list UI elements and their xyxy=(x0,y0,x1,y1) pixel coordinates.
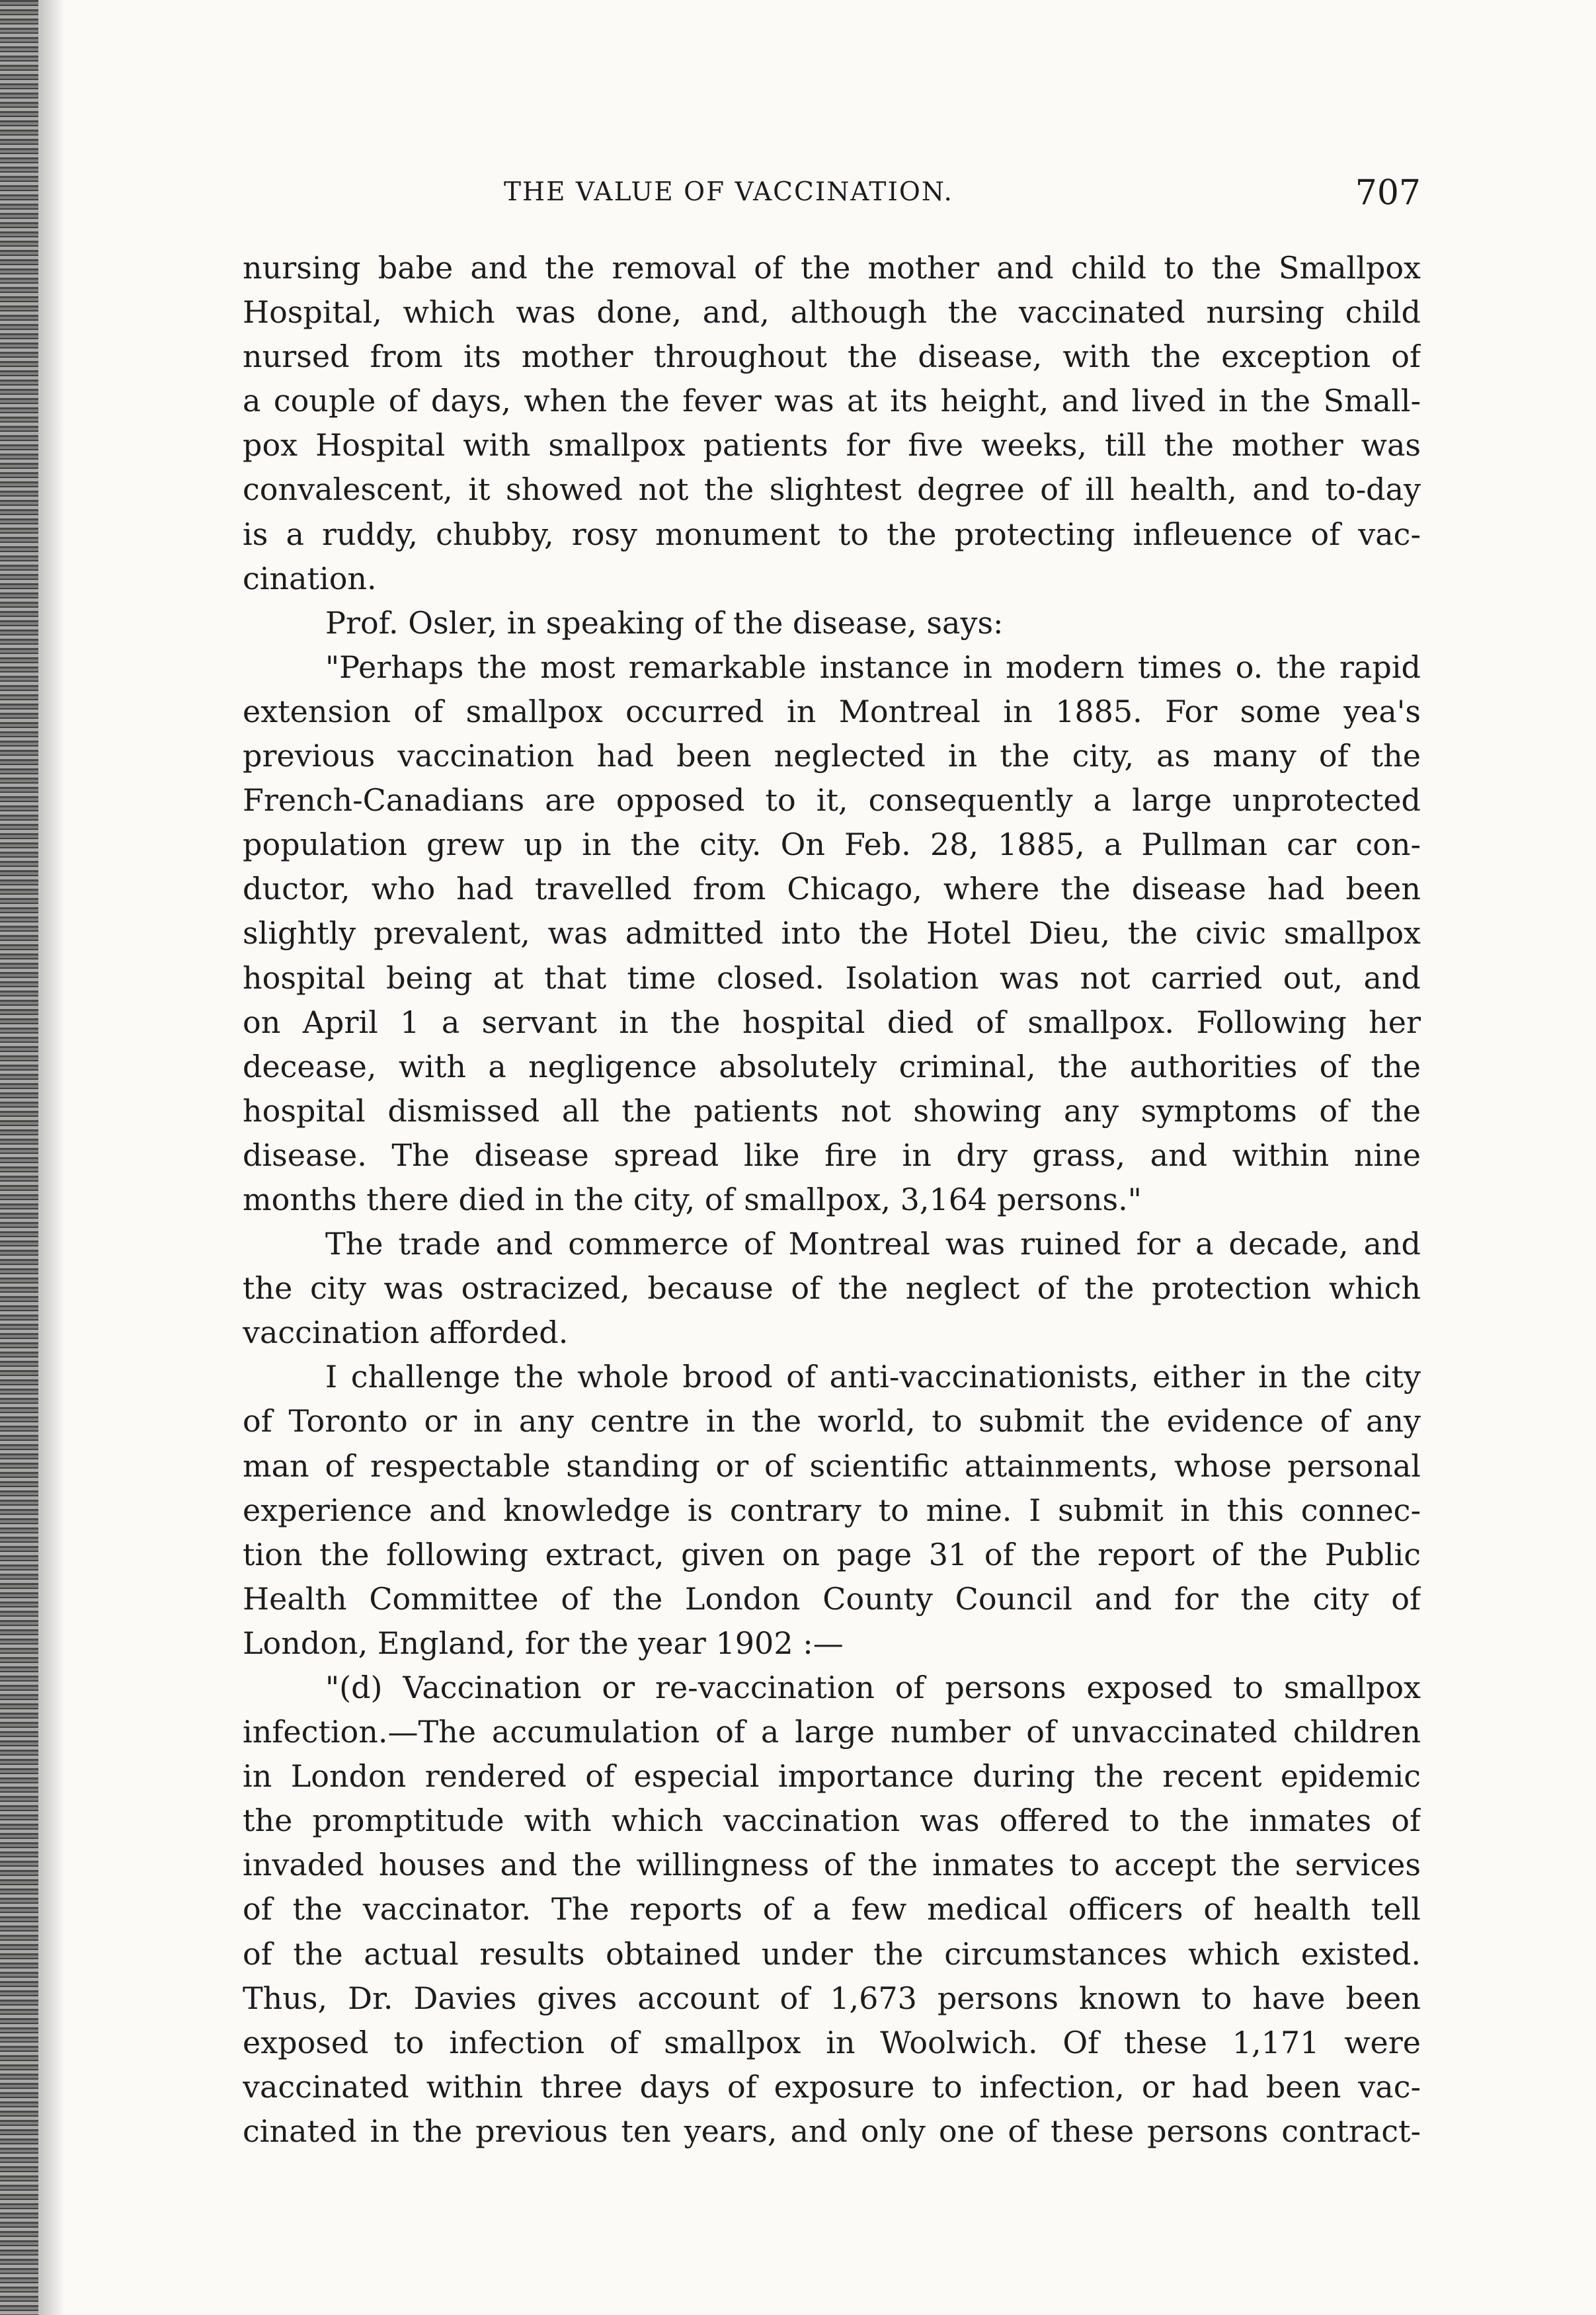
text-line: tion the following extract, given on page 31 of the report of the Public xyxy=(243,1536,1421,1572)
text-line: vaccination afforded. xyxy=(243,1315,569,1351)
text-line: cinated in the previous ten years, and only one of these persons contract- xyxy=(243,2113,1421,2149)
text-line: the city was ostracized, because of the neglect of the protection which xyxy=(243,1270,1421,1307)
text-line: "Perhaps the most remarkable instance in modern times o. the rapid xyxy=(325,649,1421,685)
text-line: vaccinated within three days of exposure to infection, or had been vac- xyxy=(243,2068,1421,2105)
text-line: hospital being at that time closed. Isolation was not carried out, and xyxy=(243,959,1421,996)
text-line: experience and knowledge is contrary to mine. I submit in this connec- xyxy=(243,1492,1421,1528)
text-line: infection.—The accumulation of a large number of unvaccinated children xyxy=(243,1714,1421,1750)
page-number: 707 xyxy=(1355,173,1421,213)
text-line: Prof. Osler, in speaking of the disease, says: xyxy=(325,604,1004,641)
text-line: "(d) Vaccination or re-vaccination of persons exposed to smallpox xyxy=(325,1670,1421,1705)
text-line: I challenge the whole brood of anti-vaccinationists, either in the city xyxy=(325,1359,1421,1395)
running-header xyxy=(243,173,1421,213)
text-line: nursing babe and the removal of the mother and child to the Smallpox xyxy=(243,250,1421,286)
text-line: Thus, Dr. Davies gives account of 1,673 persons known to have been xyxy=(243,1980,1421,2016)
text-line: hospital dismissed all the patients not showing any symptoms of the xyxy=(243,1092,1421,1129)
text-line: man of respectable standing or of scientific attainments, whose personal xyxy=(243,1447,1421,1484)
text-line: The trade and commerce of Montreal was ruined for a decade, and xyxy=(325,1226,1421,1262)
text-line: of the actual results obtained under the circumstances which existed. xyxy=(243,1935,1421,1972)
text-line: nursed from its mother throughout the disease, with the exception of xyxy=(243,339,1421,375)
text-line: slightly prevalent, was admitted into the Hotel Dieu, the civic smallpox xyxy=(243,915,1421,952)
text-line: French-Canadians are opposed to it, consequently a large unprotected xyxy=(243,782,1421,819)
text-line: invaded houses and the willingness of the inmates to accept the services xyxy=(243,1847,1421,1883)
text-line: previous vaccination had been neglected in the city, as many of the xyxy=(243,738,1421,774)
text-line: disease. The disease spread like fire in dry grass, and within nine xyxy=(243,1137,1421,1173)
text-line: Health Committee of the London County Council and for the city of xyxy=(243,1580,1421,1617)
page-binding-shadow xyxy=(38,0,65,2315)
text-line: pox Hospital with smallpox patients for five weeks, till the mother was xyxy=(243,427,1421,464)
text-line: on April 1 a servant in the hospital died of smallpox. Following her xyxy=(243,1004,1421,1040)
text-line: the promptitude with which vaccination was offered to the inmates of xyxy=(243,1803,1421,1839)
text-line: cination. xyxy=(243,560,377,596)
text-line: of Toronto or in any centre in the world, to submit the evidence of any xyxy=(243,1403,1421,1440)
running-title: THE VALUE OF VACCINATION. xyxy=(504,177,953,207)
text-line: Hospital, which was done, and, although the vaccinated nursing child xyxy=(243,294,1421,331)
text-line: population grew up in the city. On Feb. 28, 1885, a Pullman car con- xyxy=(243,827,1421,863)
text-line: of the vaccinator. The reports of a few medical officers of health tell xyxy=(243,1891,1421,1928)
text-line: convalescent, it showed not the slightest degree of ill health, and to-day xyxy=(243,471,1421,508)
text-line: extension of smallpox occurred in Montreal in 1885. For some yea's xyxy=(243,693,1421,729)
text-line: in London rendered of especial importance during the recent epidemic xyxy=(243,1758,1421,1795)
text-line: exposed to infection of smallpox in Woolwich. Of these 1,171 were xyxy=(243,2024,1421,2060)
text-line: a couple of days, when the fever was at its height, and lived in the Small- xyxy=(243,383,1421,419)
text-line: ductor, who had travelled from Chicago, where the disease had been xyxy=(243,871,1421,907)
page-binding-edge xyxy=(0,0,38,2315)
text-line: months there died in the city, of smallpox, 3,164 persons." xyxy=(243,1181,1142,1217)
body-text xyxy=(243,246,1421,2154)
text-line: is a ruddy, chubby, rosy monument to the protecting infleuence of vac- xyxy=(243,516,1421,552)
text-line: London, England, for the year 1902 :— xyxy=(243,1625,844,1661)
text-line: decease, with a negligence absolutely criminal, the authorities of the xyxy=(243,1048,1421,1084)
